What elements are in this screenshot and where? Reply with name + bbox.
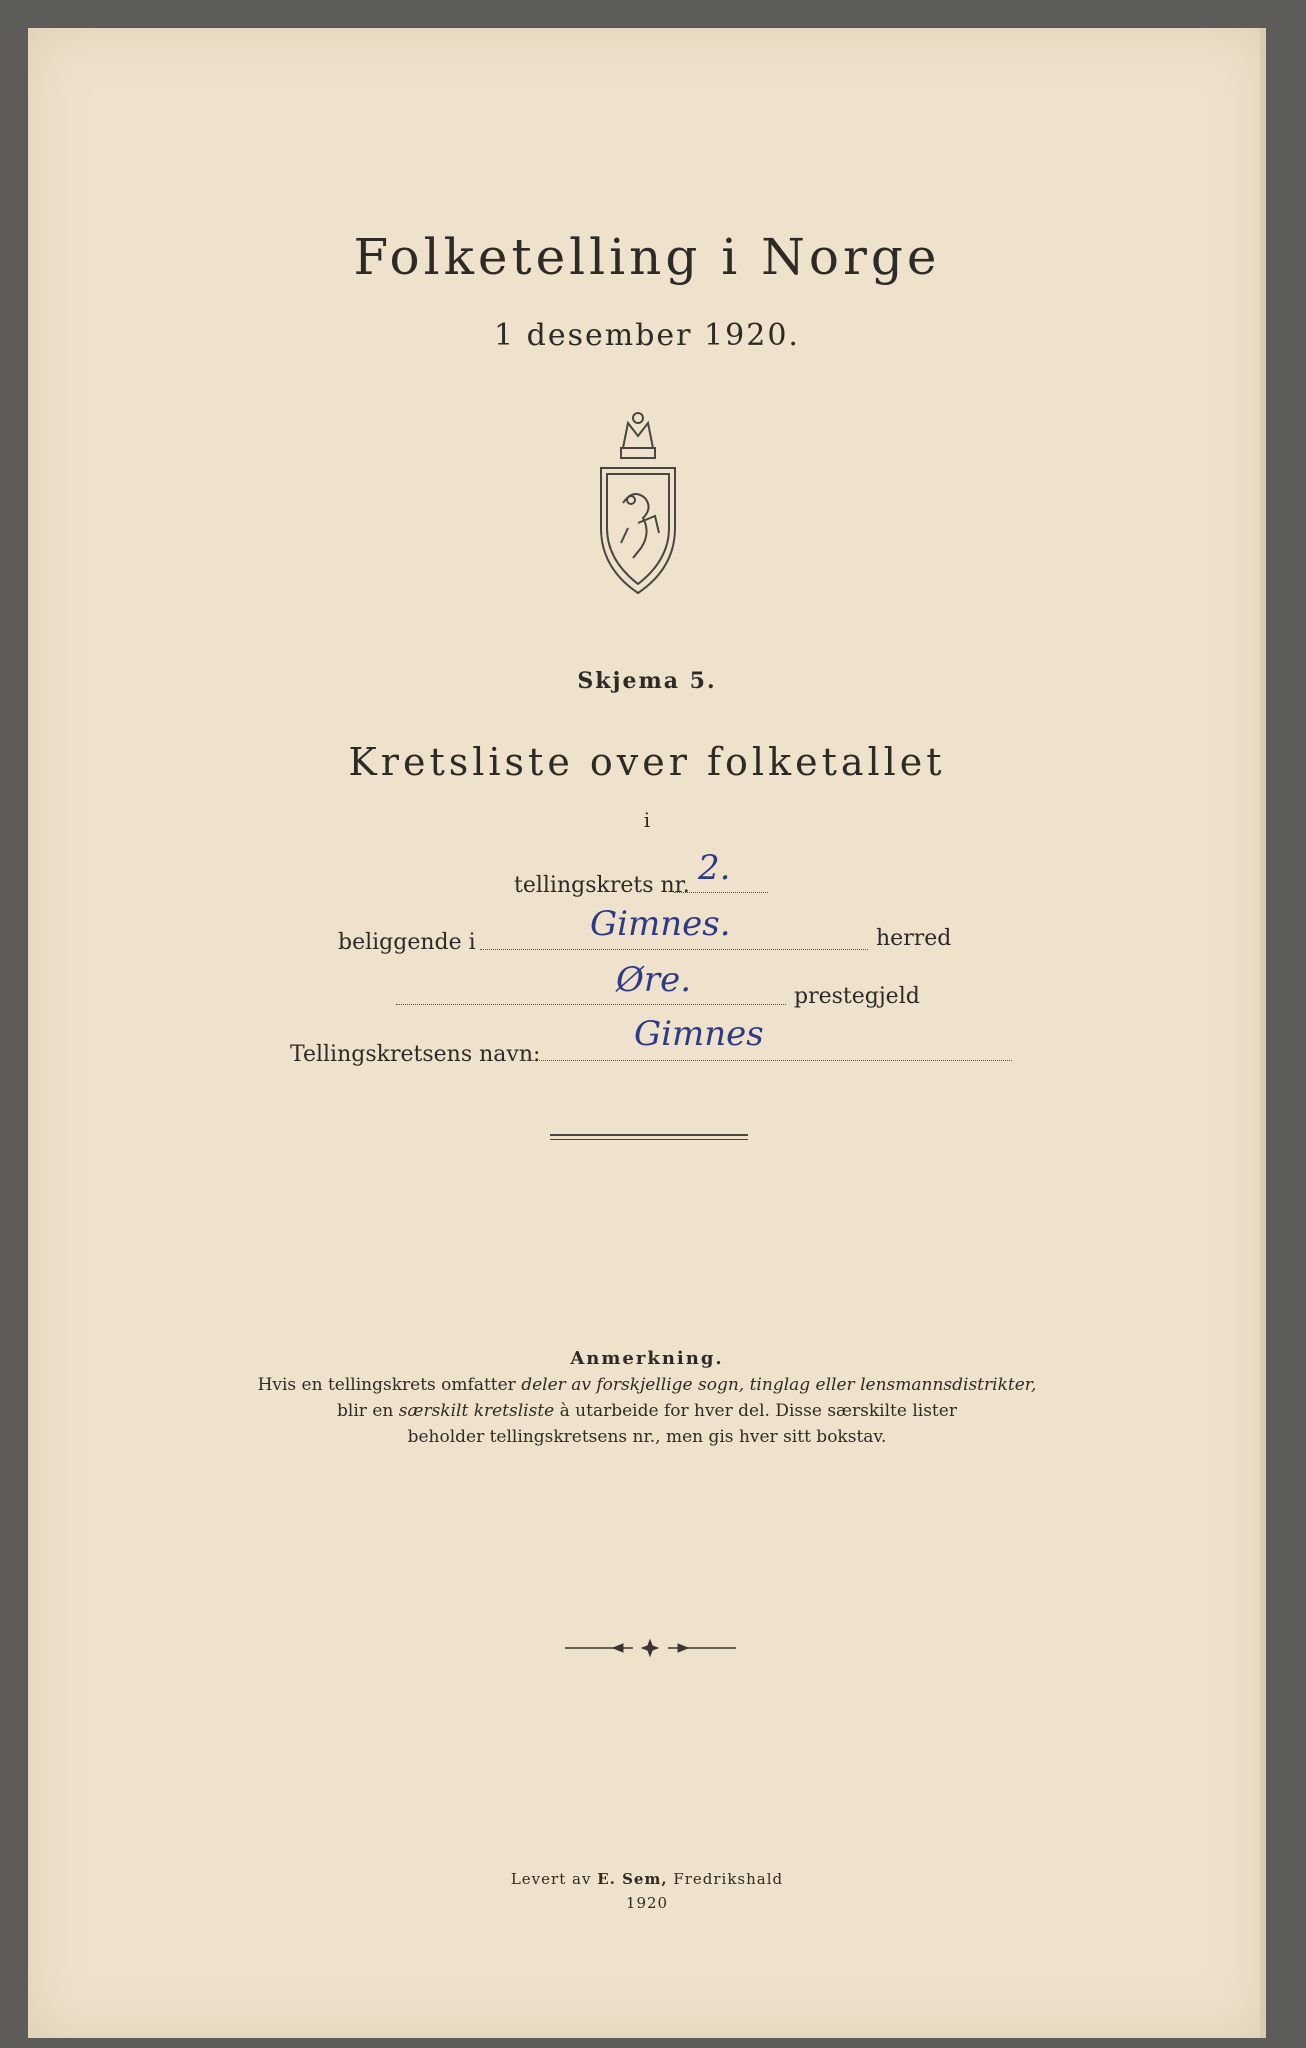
norwegian-coat-of-arms-icon	[593, 408, 683, 598]
ornament-divider-icon	[563, 1638, 738, 1658]
printer-year: 1920	[625, 1894, 669, 1912]
note-line-2	[28, 1398, 1266, 1424]
note-line-1-text: Hvis en tellingskrets omfatter	[257, 1375, 522, 1395]
note-line-2-rest: à utarbeide for hver del. Disse særskilte lister	[554, 1401, 957, 1421]
prestegjeld-field[interactable]	[396, 978, 786, 1005]
printer-name: E. Sem,	[597, 1870, 668, 1888]
printer-line	[28, 1870, 1266, 1888]
printer-prefix: Levert av	[510, 1870, 598, 1888]
census-date: 1 desember 1920.	[494, 318, 800, 353]
form-heading: Kretsliste over folketallet	[348, 740, 946, 784]
prestegjeld-value: Øre.	[616, 960, 692, 1000]
divider-rule-thin	[550, 1139, 748, 1140]
krets-number-value: 2.	[698, 848, 731, 888]
note-line-1-emphasis: deler av forskjellige sogn, tinglag eller lensmannsdistrikter,	[521, 1375, 1037, 1395]
connector-text: i	[643, 808, 651, 832]
herred-label: herred	[876, 926, 952, 951]
krets-number-label: tellingskrets nr.	[514, 873, 690, 898]
prestegjeld-label: prestegjeld	[794, 984, 920, 1009]
divider-rule	[550, 1134, 748, 1136]
note-line-1	[28, 1372, 1266, 1398]
krets-name-field[interactable]	[520, 1034, 1012, 1061]
krets-name-value: Gimnes	[634, 1014, 764, 1054]
document-title: Folketelling i Norge	[353, 228, 941, 286]
note-line-2-emphasis: særskilt kretsliste	[398, 1401, 555, 1421]
printer-place: Fredrikshald	[667, 1870, 784, 1888]
form-number: Skjema 5.	[577, 668, 717, 694]
census-form-page	[28, 28, 1266, 2038]
note-line-3: beholder tellingskretsens nr., men gis hver sitt bokstav.	[407, 1427, 887, 1447]
krets-name-label: Tellingskretsens navn:	[290, 1042, 541, 1067]
note-heading: Anmerkning.	[570, 1348, 724, 1369]
beliggende-label: beliggende i	[338, 930, 476, 955]
note-line-2-text: blir en	[337, 1401, 399, 1421]
herred-value: Gimnes.	[590, 904, 731, 944]
